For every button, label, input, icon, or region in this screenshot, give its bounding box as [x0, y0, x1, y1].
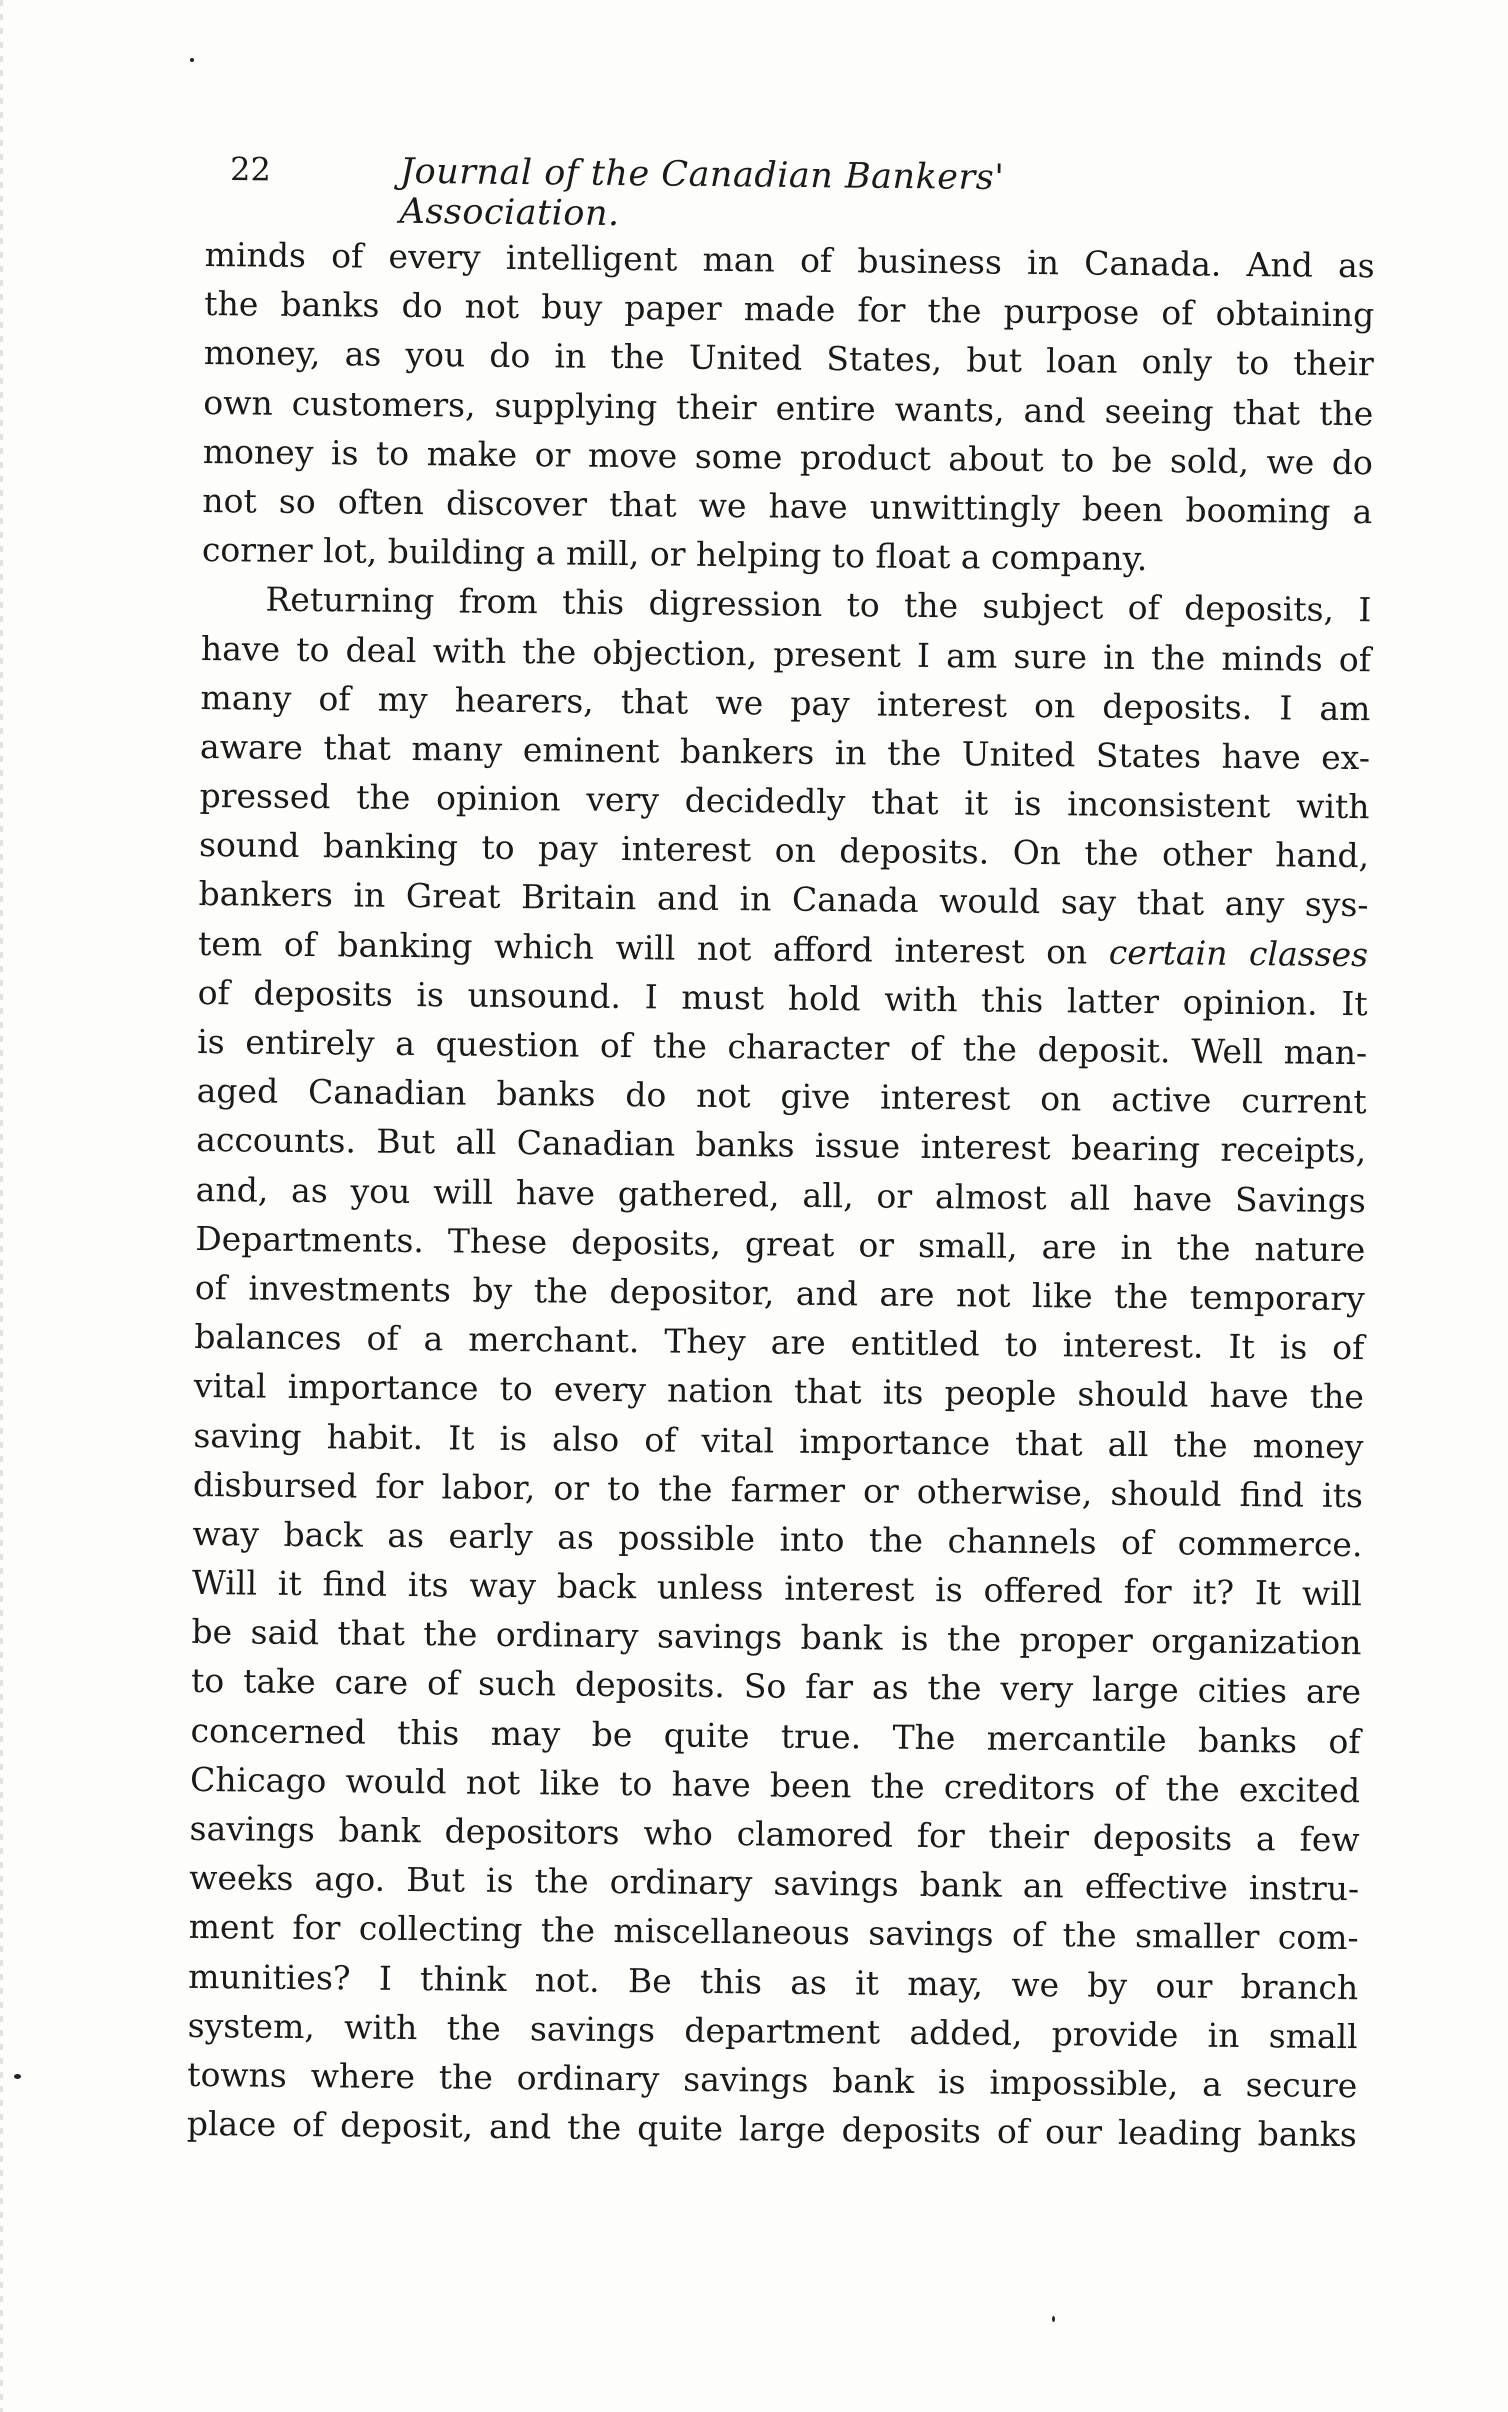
text-line: Departments. These deposits, great or small, are in the nature: [195, 1218, 1366, 1269]
text-line: system, with the savings department added, provide in small: [187, 2005, 1358, 2056]
text-line: money is to make or move some product about to be sold, we do: [202, 431, 1374, 482]
scan-speck: [1052, 2316, 1055, 2322]
body-text: [187, 230, 1375, 2159]
text-line: munities? I think not. Be this as it may, we by our branch: [188, 1956, 1359, 2007]
text-line: aware that many eminent bankers in the United States have ex-: [199, 726, 1371, 778]
text-line: balances of a merchant. They are entitled to interest. It is of: [194, 1317, 1365, 1368]
italic-phrase: certain classes: [1108, 932, 1369, 974]
text-line: aged Canadian banks do not give interest on active current: [196, 1071, 1367, 1122]
text-line: disbursed for labor, or to the farmer or otherwise, should find its: [192, 1464, 1364, 1515]
page-header: [229, 150, 1231, 235]
text-segment: tem of banking which will not afford interest on: [197, 923, 1110, 972]
text-line: saving habit. It is also of vital importance that all the money: [193, 1415, 1364, 1466]
text-line: savings bank depositors who clamored for their deposits a few: [189, 1808, 1360, 1860]
text-line: and, as you will have gathered, all, or almost all have Savings: [195, 1169, 1366, 1220]
text-line: sound banking to pay interest on deposits. On the other hand,: [198, 825, 1370, 876]
text-line: many of my hearers, that we pay interest on deposits. I am: [200, 677, 1371, 728]
text-line: is entirely a question of the character of the deposit. Well man-: [197, 1021, 1368, 1073]
text-line: minds of every intelligent man of business in Canada. And as: [204, 234, 1375, 286]
text-line: weeks ago. But is the ordinary savings bank an effective instru-: [188, 1858, 1360, 1909]
text-line: own customers, supplying their entire wants, and seeing that the: [203, 382, 1374, 433]
scan-speck: [190, 58, 194, 62]
text-line: way back as early as possible into the channels of commerce.: [192, 1513, 1363, 1565]
text-line: accounts. But all Canadian banks issue interest bearing receipts,: [196, 1120, 1367, 1171]
text-line: corner lot, building a mill, or helping to float a company.: [201, 530, 1148, 579]
paragraph-start-line: Returning from this digression to the subject of deposits, I: [265, 579, 1372, 630]
text-line: of deposits is unsound. I must hold with this latter opinion. It: [197, 972, 1368, 1024]
text-line: money, as you do in the United States, but loan only to their: [203, 333, 1374, 384]
text-line: ment for collecting the miscellaneous savings of the smaller com-: [188, 1907, 1359, 1958]
running-title: Journal of the Canadian Bankers' Association.: [399, 151, 1005, 235]
text-line: not so often discover that we have unwittingly been booming a: [202, 480, 1373, 532]
text-line: be said that the ordinary savings bank is the proper organization: [191, 1612, 1362, 1663]
text-line: pressed the opinion very decidedly that it is inconsistent with: [199, 776, 1370, 827]
text-line: bankers in Great Britain and in Canada would say that any sys-: [198, 874, 1369, 925]
scan-speck: [14, 2074, 21, 2079]
text-line: to take care of such deposits. So far as the very large cities are: [190, 1661, 1362, 1712]
text-line: the banks do not buy paper made for the purpose of obtaining: [204, 284, 1375, 335]
text-line: towns where the ordinary savings bank is impossible, a secure: [187, 2054, 1358, 2106]
page-number: 22: [229, 150, 272, 189]
text-line: vital importance to every nation that its people should have the: [193, 1366, 1365, 1417]
scan-edge-shadow: [0, 0, 3, 2412]
text-line: Chicago would not like to have been the creditors of the excited: [189, 1759, 1361, 1810]
text-line: have to deal with the objection, present I am sure in the minds of: [200, 628, 1372, 679]
text-line: Will it find its way back unless interest is offered for it? It will: [191, 1563, 1363, 1614]
text-line: concerned this may be quite true. The mercantile banks of: [190, 1710, 1361, 1761]
text-line: of investments by the depositor, and are not like the temporary: [194, 1267, 1365, 1319]
text-line: place of deposit, and the quite large deposits of our leading banks: [186, 2104, 1357, 2155]
